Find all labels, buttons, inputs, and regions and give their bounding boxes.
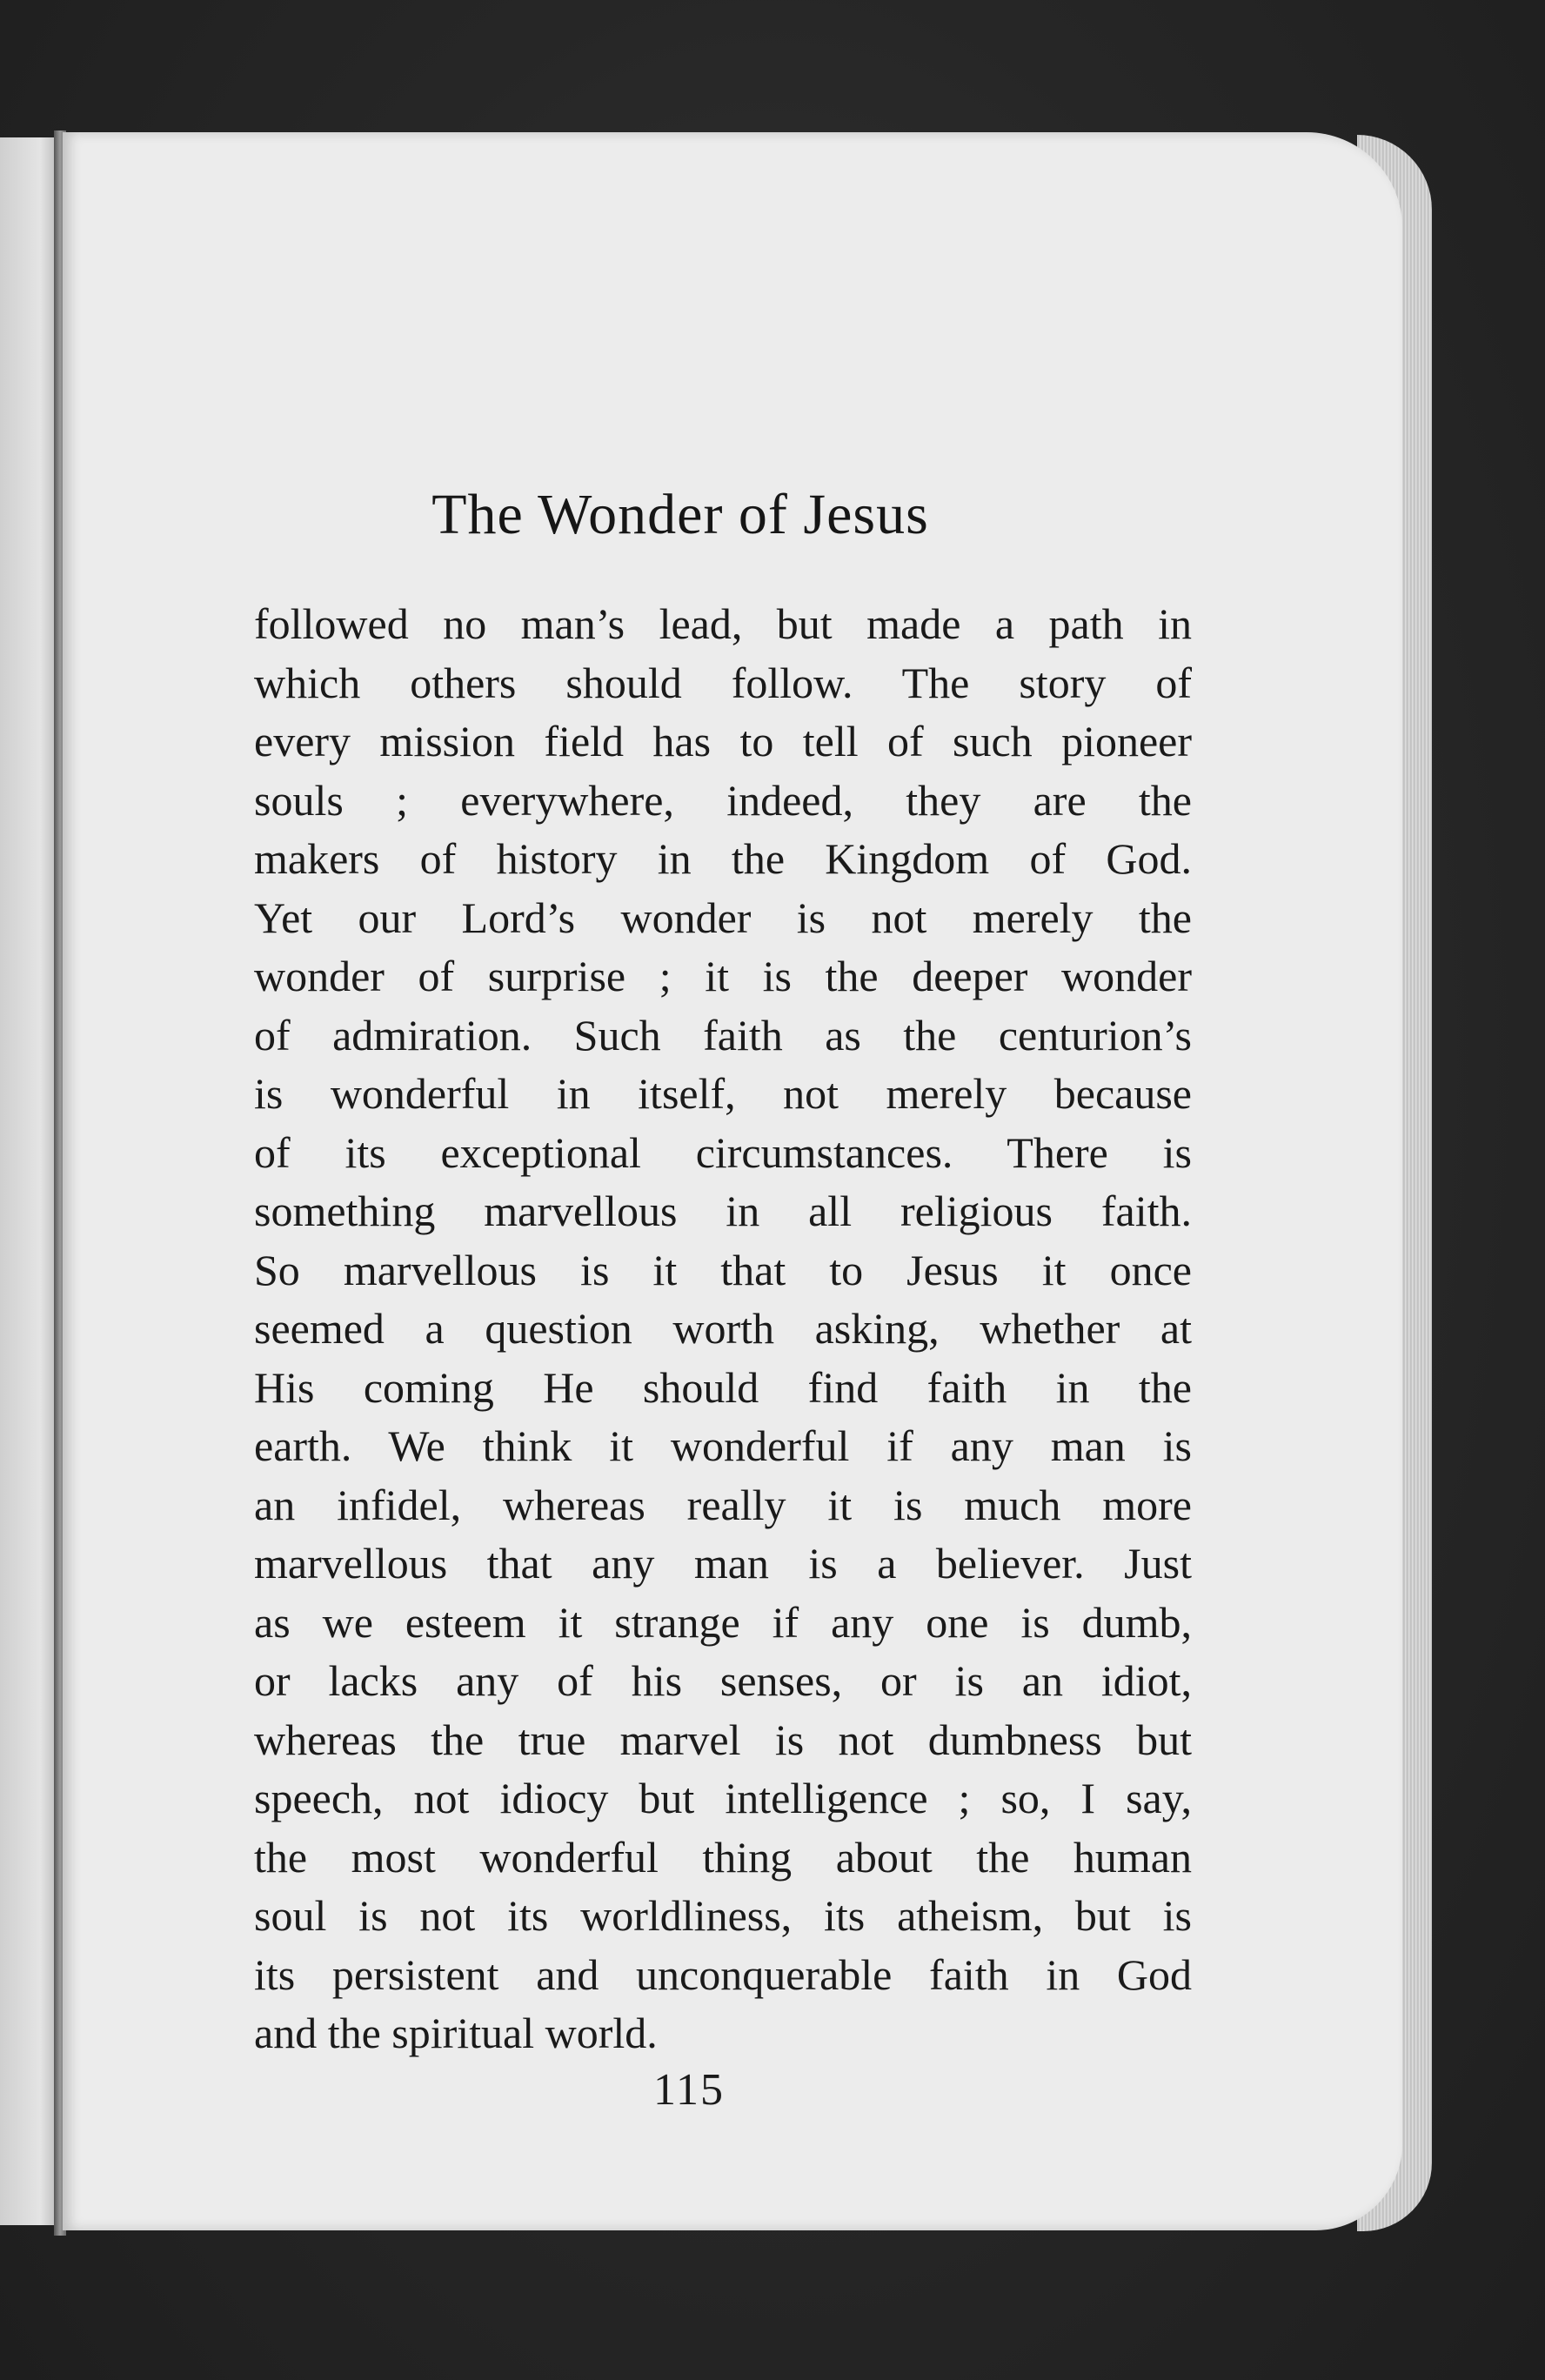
- text-line: the most wonderful thing about the human: [254, 1832, 1192, 1882]
- text-line: or lacks any of his senses, or is an idiot,: [254, 1656, 1192, 1705]
- text-line: So marvellous is it that to Jesus it once: [254, 1245, 1192, 1294]
- text-line: speech, not idiocy but intelligence ; so, I say,: [254, 1774, 1192, 1822]
- text-line: its persistent and unconquerable faith in God: [254, 1949, 1192, 1999]
- text-line: whereas the true marvel is not dumbness but: [254, 1715, 1192, 1764]
- text-line: soul is not its worldliness, its atheism, but is: [254, 1891, 1192, 1940]
- text-line: earth. We think it wonderful if any man is: [254, 1421, 1192, 1470]
- text-line: as we esteem it strange if any one is dumb,: [254, 1597, 1192, 1647]
- text-line: Yet our Lord’s wonder is not merely the: [254, 892, 1192, 942]
- text-line: every mission field has to tell of such pioneer: [254, 717, 1192, 765]
- text-line: seemed a question worth asking, whether at: [254, 1304, 1192, 1353]
- text-line: wonder of surprise ; it is the deeper wonder: [254, 952, 1192, 1000]
- text-line: marvellous that any man is a believer. Just: [254, 1539, 1192, 1588]
- text-line: something marvellous in all religious faith.: [254, 1187, 1192, 1235]
- text-line: of its exceptional circumstances. There is: [254, 1127, 1192, 1177]
- text-line-last: and the spiritual world.: [254, 2009, 658, 2057]
- text-line: which others should follow. The story of: [254, 658, 1192, 707]
- left-page-edge: [0, 137, 57, 2225]
- page-number: 115: [652, 2065, 726, 2115]
- running-head: The Wonder of Jesus: [431, 483, 929, 546]
- body-text: [254, 595, 1192, 2063]
- text-line: is wonderful in itself, not merely because: [254, 1069, 1192, 1118]
- text-line: an infidel, whereas really it is much more: [254, 1480, 1192, 1529]
- text-line: His coming He should find faith in the: [254, 1362, 1192, 1412]
- text-line: of admiration. Such faith as the centurion’s: [254, 1010, 1192, 1060]
- text-line: souls ; everywhere, indeed, they are the: [254, 775, 1192, 825]
- text-line: followed no man’s lead, but made a path in: [254, 599, 1192, 648]
- book-page: [63, 132, 1402, 2230]
- text-line: makers of history in the Kingdom of God.: [254, 834, 1192, 883]
